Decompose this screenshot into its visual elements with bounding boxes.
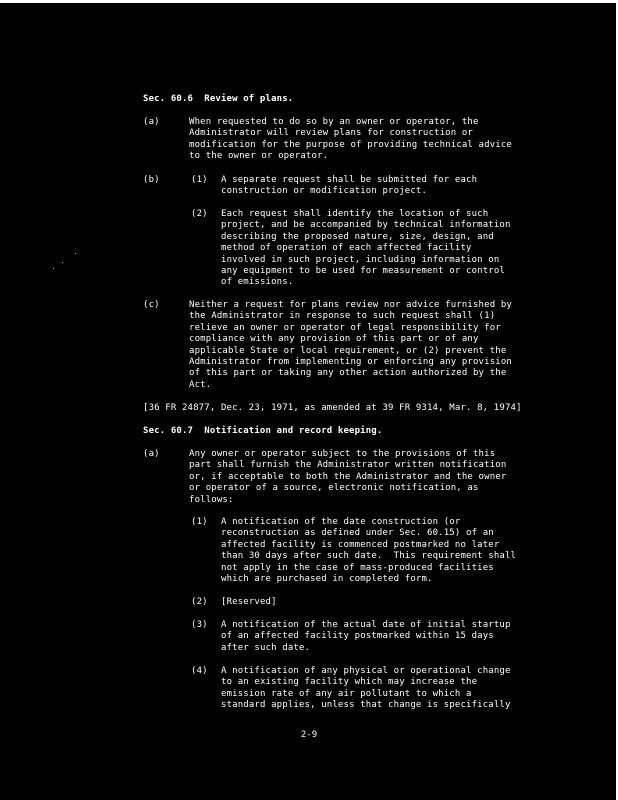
item-label-a4-607: (4) bbox=[191, 666, 208, 676]
para-a-text bbox=[189, 117, 512, 163]
text-line: part shall furnish the Administrator written notification bbox=[189, 460, 507, 471]
text-line: or operator of a source, electronic notification, as bbox=[189, 483, 479, 494]
item-a2-607-text bbox=[221, 597, 277, 608]
text-line: modification for the purpose of providing technical advice bbox=[189, 139, 512, 150]
text-line: reconstruction as defined under Sec. 60.15) of an bbox=[221, 528, 494, 539]
para-label-a-607: (a) bbox=[143, 449, 160, 459]
text-line: emission rate of any air pollutant to which a bbox=[221, 688, 472, 699]
citation: [36 FR 24877, Dec. 23, 1971, as amended at 39 FR 9314, Mar. 8, 1974] bbox=[143, 403, 522, 413]
text-line: Any owner or operator subject to the provisions of this bbox=[189, 449, 496, 459]
item-label-a1-607: (1) bbox=[191, 517, 208, 527]
text-line: Act. bbox=[189, 379, 212, 390]
item-b2-text bbox=[221, 209, 511, 289]
text-line: method of operation of each affected facility bbox=[221, 243, 472, 254]
text-line: A notification of the date construction (or bbox=[221, 517, 461, 527]
text-line: relieve an owner or operator of legal responsibility for bbox=[189, 322, 501, 333]
text-line: which are purchased in completed form. bbox=[221, 573, 433, 584]
text-line: after such date. bbox=[221, 642, 311, 653]
text-line: [Reserved] bbox=[221, 597, 277, 607]
text-line: Administrator will review plans for construction or bbox=[189, 128, 473, 139]
text-line: of emissions. bbox=[221, 277, 294, 288]
text-line: follows: bbox=[189, 494, 234, 505]
text-line: or, if acceptable to both the Administrator and the owner bbox=[189, 471, 507, 482]
section-heading-60-6: Sec. 60.6 Review of plans. bbox=[143, 94, 294, 104]
text-line: than 30 days after such date. This requirement shall bbox=[221, 551, 517, 562]
para-label-a: (a) bbox=[143, 117, 160, 127]
text-line: to an existing facility which may increase the bbox=[221, 677, 478, 688]
text-line: not apply in the case of mass-produced facilities bbox=[221, 562, 494, 573]
item-label-b2: (2) bbox=[191, 209, 208, 219]
para-a-607-text bbox=[189, 449, 506, 506]
text-line: project, and be accompanied by technical information bbox=[221, 220, 511, 231]
text-line: Each request shall identify the location of such bbox=[221, 209, 489, 219]
para-label-b: (b) bbox=[143, 175, 160, 185]
text-line: Neither a request for plans review nor advice furnished by bbox=[189, 300, 512, 310]
text-line: affected facility is commenced postmarked no later bbox=[221, 539, 500, 550]
item-a4-607-text bbox=[221, 666, 511, 712]
item-label-b1: (1) bbox=[191, 175, 208, 185]
text-line: standard applies, unless that change is specifically bbox=[221, 700, 511, 711]
item-label-a2-607: (2) bbox=[191, 597, 208, 607]
text-line: applicable State or local requirement, or (2) prevent the bbox=[189, 345, 507, 356]
text-line: A notification of any physical or operational change bbox=[221, 666, 511, 676]
text-line: of this part or taking any other action authorized by the bbox=[189, 368, 507, 379]
text-line: A notification of the actual date of initial startup bbox=[221, 620, 511, 630]
text-line: involved in such project, including information on bbox=[221, 254, 500, 265]
text-line: the Administrator in response to such request shall (1) bbox=[189, 311, 496, 322]
text-line: construction or modification project. bbox=[221, 186, 428, 197]
section-heading-60-7: Sec. 60.7 Notification and record keeping. bbox=[143, 426, 383, 436]
page-number: 2-9 bbox=[300, 730, 318, 740]
text-line: When requested to do so by an owner or operator, the bbox=[189, 117, 479, 127]
item-label-a3-607: (3) bbox=[191, 620, 208, 630]
item-a3-607-text bbox=[221, 620, 511, 654]
para-label-c: (c) bbox=[143, 300, 160, 310]
text-line: to the owner or operator. bbox=[189, 151, 329, 162]
text-line: A separate request shall be submitted for each bbox=[221, 175, 478, 185]
text-line: of an affected facility postmarked within 15 days bbox=[221, 631, 494, 642]
text-line: compliance with any provision of this part or of any bbox=[189, 334, 479, 345]
item-b1-text bbox=[221, 175, 477, 198]
text-line: any equipment to be used for measurement or control bbox=[221, 265, 505, 276]
para-c-text bbox=[189, 300, 512, 391]
text-line: Administrator from implementing or enforcing any provision bbox=[189, 356, 512, 367]
item-a1-607-text bbox=[221, 517, 516, 585]
text-line: describing the proposed nature, size, design, and bbox=[221, 231, 494, 242]
scan-edge-top bbox=[0, 0, 618, 3]
